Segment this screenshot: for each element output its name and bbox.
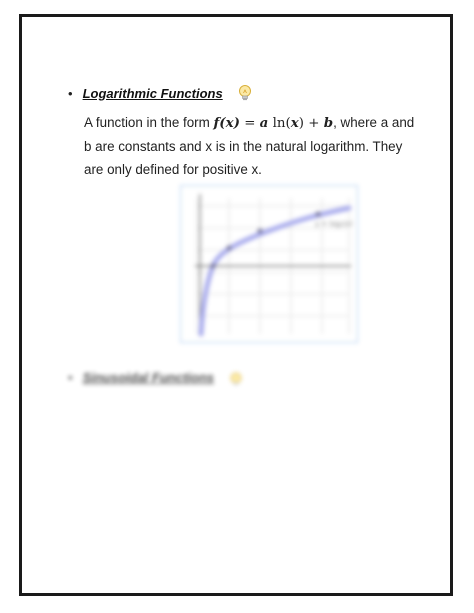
lightbulb-icon xyxy=(237,84,253,102)
bullet-dot: • xyxy=(68,85,73,101)
graph-point xyxy=(316,212,321,217)
bullet-dot: • xyxy=(68,369,73,385)
graph-point xyxy=(258,229,263,234)
graph-svg xyxy=(181,186,357,342)
graph-point xyxy=(227,246,232,251)
logarithm-graph xyxy=(180,185,358,343)
curve-label: y = log₂(x) xyxy=(315,220,353,228)
section-heading-sinusoidal: Sinusoidal Functions xyxy=(82,369,215,385)
lightbulb-icon xyxy=(228,371,244,389)
bullet-item-sinusoidal xyxy=(68,365,244,389)
graph-point xyxy=(211,264,216,269)
section-heading-logarithmic: Logarithmic Functions xyxy=(82,85,223,101)
bullet-item-logarithmic xyxy=(68,84,253,102)
formula-fx: f(x) xyxy=(213,115,240,131)
definition-text: , where a and b are constants and x is in the natural logarithm. They are only defined for positive x. xyxy=(84,115,415,177)
definition-paragraph: A function in the form f(x) = a ln(x) + b, where a and b are constants and x is in the natural logarithm. They are only defined for positive x. xyxy=(84,115,415,177)
